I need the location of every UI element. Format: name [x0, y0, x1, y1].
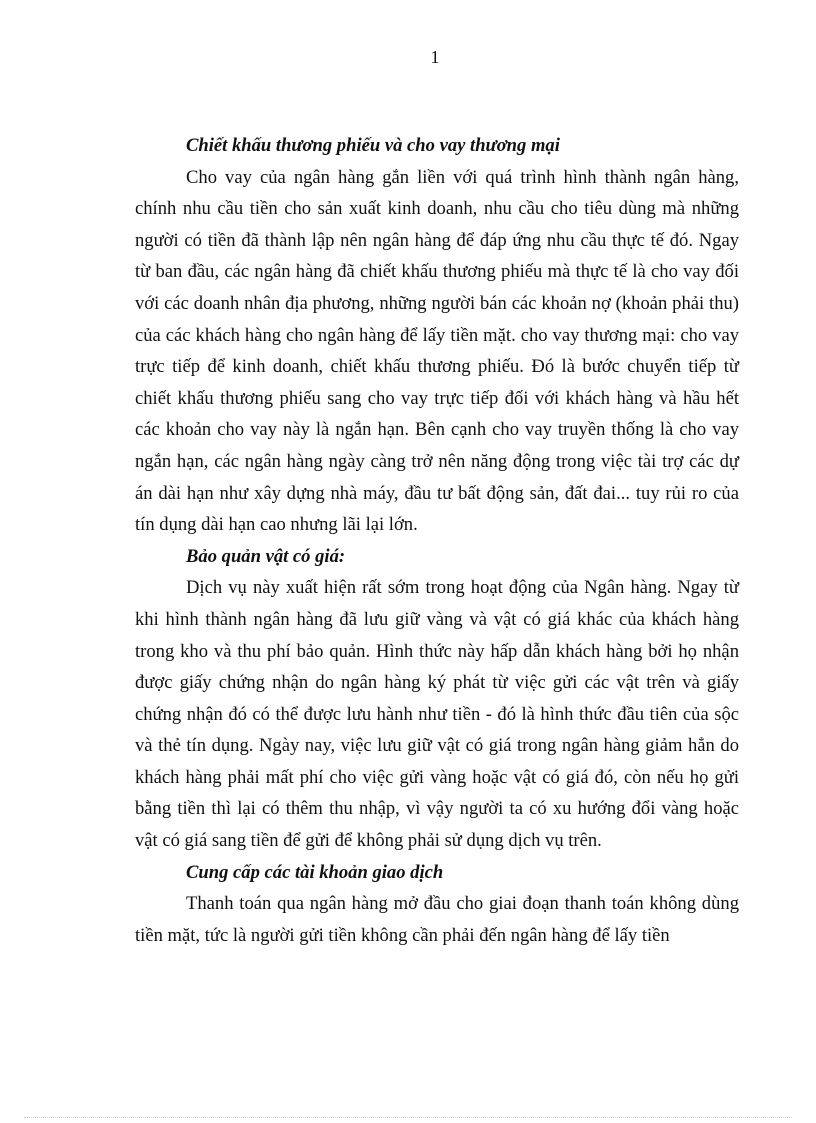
section-heading: Bảo quản vật có giá: [186, 545, 346, 567]
document-body [135, 130, 739, 951]
page-number: 1 [430, 47, 440, 67]
section-discounting-and-commercial-loans [135, 130, 739, 541]
section-transaction-accounts [135, 857, 739, 952]
section-paragraph: Cho vay của ngân hàng gắn liền với quá trình hình thành ngân hàng, chính nhu cầu tiền cho sản xuất kinh doanh, nhu cầu cho tiêu dùng mà những người có tiền đã thành lập nên ngân hàng để đáp ứng nhu cầu thực tế đó. Ngay từ ban đầu, các ngân hàng đã chiết khấu thương phiếu mà thực tế là cho vay đối với các doanh nhân địa phương, những người bán các khoản nợ (khoản phải thu) của các khách hàng cho ngân hàng để lấy tiền mặt. cho vay thương mại: cho vay trực tiếp để kinh doanh, chiết khấu thương phiếu. Đó là bước chuyển tiếp từ chiết khấu thương phiếu sang cho vay trực tiếp đối với khách hàng và hầu hết các khoản cho vay này là ngắn hạn. Bên cạnh cho vay truyền thống là cho vay ngắn hạn, các ngân hàng ngày càng trở nên năng động trong việc tài trợ các dự án dài hạn như xây dựng nhà máy, đầu tư bất động sản, đất đai... tuy rủi ro của tín dụng dài hạn cao nhưng lãi lại lớn. [135, 166, 739, 536]
section-paragraph: Dịch vụ này xuất hiện rất sớm trong hoạt động của Ngân hàng. Ngay từ khi hình thành ngân hàng đã lưu giữ vàng và vật có giá khác của khách hàng trong kho và thu phí bảo quản. Hình thức này hấp dẫn khách hàng bởi họ nhận được giấy chứng nhận do ngân hàng ký phát từ việc gửi các vật trên và giấy chứng nhận đó có thể được lưu hành như tiền - đó là hình thức đầu tiên của sộc và thẻ tín dụng. Ngày nay, việc lưu giữ vật có giá trong ngân hàng giảm hẳn do khách hàng phải mất phí cho việc gửi vàng hoặc vật có giá đó, còn nếu họ gửi bằng tiền thì lại có thêm thu nhập, vì vậy người ta có xu hướng đổi vàng hoặc vật có giá sang tiền để gửi để không phải sử dụng dịch vụ trên. [135, 577, 739, 852]
page-bottom-divider [24, 1117, 792, 1118]
section-heading: Chiết khấu thương phiếu và cho vay thương mại [186, 135, 560, 156]
section-paragraph: Thanh toán qua ngân hàng mở đầu cho giai đoạn thanh toán không dùng tiền mặt, tức là người gửi tiền không cần phải đến ngân hàng để lấy tiền [135, 893, 739, 946]
section-valuables-safekeeping [135, 541, 739, 857]
section-heading: Cung cấp các tài khoản giao dịch [186, 861, 444, 883]
